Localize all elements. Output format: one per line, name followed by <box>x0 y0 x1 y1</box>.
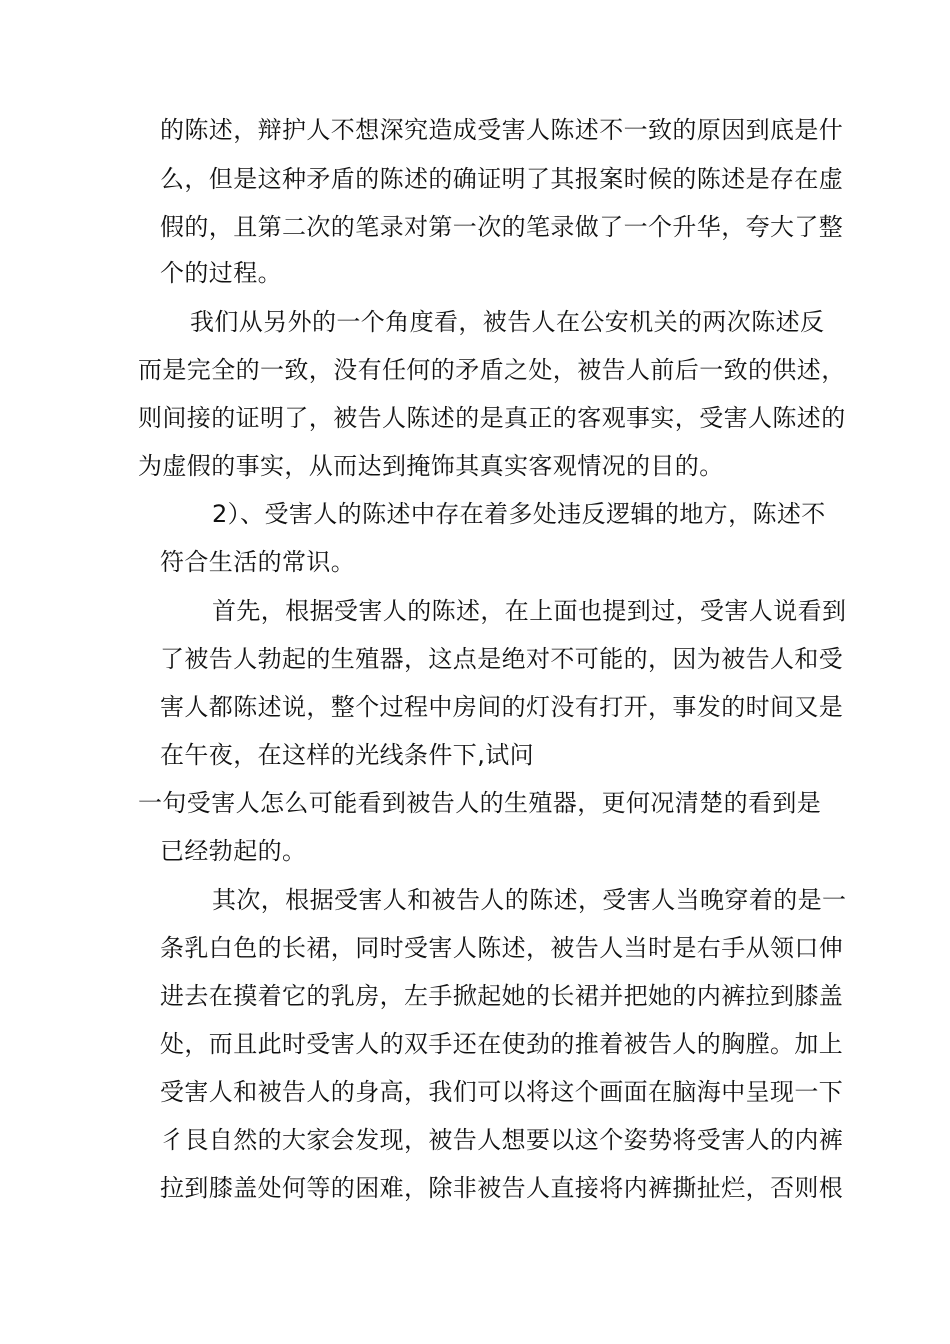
text-line: 而是完全的一致，没有任何的矛盾之处，被告人前后一致的供述， <box>138 356 846 384</box>
text-line: 条乳白色的长裙，同时受害人陈述，被告人当时是右手从领口伸 <box>160 934 844 962</box>
text-line: 符合生活的常识。 <box>160 548 356 576</box>
text-line: 个的过程。 <box>160 259 282 287</box>
text-line: 害人都陈述说，整个过程中房间的灯没有打开，事发的时间又是 <box>160 693 844 721</box>
text-line: 彳艮自然的大家会发现，被告人想要以这个姿势将受害人的内裤 <box>160 1126 844 1154</box>
text-line: 受害人和被告人的身高，我们可以将这个画面在脑海中呈现一下 <box>160 1078 844 1106</box>
text-line: 处，而且此时受害人的双手还在使劲的推着被告人的胸膛。加上 <box>160 1030 844 1058</box>
text-line: 我们从另外的一个角度看，被告人在公安机关的两次陈述反 <box>190 308 825 336</box>
text-line: 已经勃起的。 <box>160 837 307 865</box>
text-line: 进去在摸着它的乳房，左手掀起她的长裙并把她的内裤拉到膝盖 <box>160 982 844 1010</box>
text-line: 则间接的证明了，被告人陈述的是真正的客观事实，受害人陈述的 <box>138 404 846 432</box>
text-line: 了被告人勃起的生殖器，这点是绝对不可能的，因为被告人和受 <box>160 645 844 673</box>
text-line: 一句受害人怎么可能看到被告人的生殖器，更何况清楚的看到是 <box>138 789 822 817</box>
text-line: 首先，根据受害人的陈述，在上面也提到过，受害人说看到 <box>212 597 847 625</box>
text-line: 拉到膝盖处何等的困难，除非被告人直接将内裤撕扯烂，否则根 <box>160 1174 844 1202</box>
text-line: 么，但是这种矛盾的陈述的确证明了其报案时候的陈述是存在虚 <box>160 165 844 193</box>
text-line: 在午夜，在这样的光线条件下,试问 <box>160 741 535 769</box>
text-line: 其次，根据受害人和被告人的陈述，受害人当晚穿着的是一 <box>212 886 847 914</box>
text-line: 为虚假的事实，从而达到掩饰其真实客观情况的目的。 <box>138 452 724 480</box>
text-line: 2）、受害人的陈述中存在着多处违反逻辑的地方，陈述不 <box>212 500 826 528</box>
text-line: 假的，且第二次的笔录对第一次的笔录做了一个升华，夸大了整 <box>160 213 844 241</box>
text-line: 的陈述，辩护人不想深究造成受害人陈述不一致的原因到底是什 <box>160 116 844 144</box>
